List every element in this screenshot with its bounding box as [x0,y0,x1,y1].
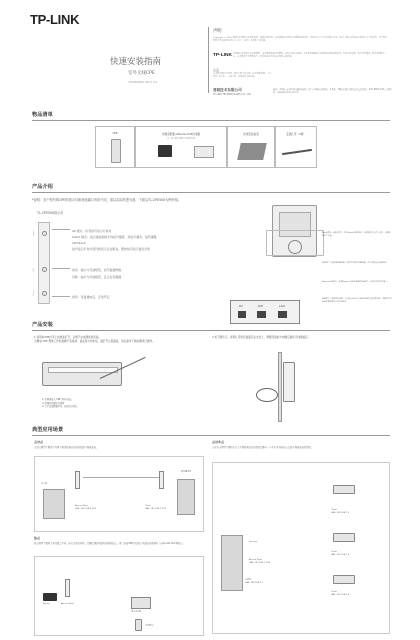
client-label: Client [145,505,152,507]
center-ap-label: Access Point [249,559,262,561]
company-name-en: TP-LINK TECHNOLOGIES CO., LTD. [213,93,252,96]
remote-building-icon [177,479,195,515]
poe-port-icon [257,311,266,318]
packing-item-adapter: 电源适配器+Passive PoE供电器 注：部分型号提供不同规格电源 [135,126,227,168]
ap-label: Access Point [75,505,88,507]
hotspot-cpe-icon [65,579,70,597]
packing-item-guide: 快速安装指南 [227,126,275,168]
cable-tie-loop-icon [256,388,278,402]
notice-title: 注意 [213,68,220,72]
install-step-1-note: ① 将网线接入 CPE 的对应接口 ② 将网线沿槽出并锁紧 ③ 合下底部面板打开，使用扎带固定 [42,398,78,409]
detail-callout-box [266,230,324,256]
pole-illustration [278,352,282,422]
section-rule [32,330,390,331]
router-label: Router [43,603,50,605]
trademark-text: 为普联技术有限公司注册商标。本手册提及的所有商标，由各自所有人拥有。本手册所提到的产品规格和资讯仅供参考，如有内容更新，恕不另行通知。除非有特殊约定，本手册仅作为使用指导，所作陈述均不构成任何形式的担保。 [233,53,385,59]
company-name-cn: 普联技术有限公司 [213,88,242,92]
side-label-signal: Signal [33,230,35,237]
section-rule [32,120,390,121]
ap-cpe-icon [75,471,80,489]
p2p-title: 点对点 [34,440,44,444]
port-panel [230,300,300,324]
guide-booklet-image [237,143,267,160]
intro-note: *说明：各个型号的CPE的指示灯和底座端口有所不同，请以实际机型为准，下面以TL-CPE500为例介绍。 [32,198,182,202]
client-cpe-icon [159,471,164,489]
notice-text: 本手册插图仅为示意，请以实际产品为准。如无特殊说明，文中所称“本产品”、“CPE”等，均指室外无线CPE。 [213,73,272,79]
client-a-label: Client [331,509,338,511]
internet-label: Internet [249,541,258,543]
packing-item-ties: 安装扎带（2根） [275,126,317,168]
led-ap-text: AP 模式：所有信号指示灯常亮 [72,229,112,233]
led-client-text: Client 模式：指示接收到的无线信号强度，亮的灯越多，信号越强 [72,235,157,239]
cpe-cover [48,367,118,373]
reset-note: Reset按键：通电状态下，按住Reset按钮约5秒，系统指示灯全亮后松开，设备恢复出厂设置。 [322,232,391,237]
section-rule [32,192,390,193]
tp-link-mark: TP-LINK [213,53,232,58]
p2mp-text: 点对多点模型主要用在几个不同距离的无线设备需要与一个中心区域的接入点建立网络连接的情况。 [212,446,314,449]
power-port-note: 电源接口：连接电源适配器，请使用设备原装适配器，否则可能造成设备损坏。 [322,262,389,264]
switch-label: 交换机 [245,579,252,581]
power-led-icon [42,291,47,296]
hotspot-text: 热点模型主要用于无线覆盖不佳、而有需求的场所，需要快速的构建无线网络热点，用户连接CPE的无线信号连接无线网络（如Access Point模式）。 [34,542,185,545]
lan-led-icon [42,267,47,272]
p2mp-title: 点对多点 [212,440,225,444]
led-lan-text-2: 闪烁：端口与设备相连，且正在有数据 [72,275,122,279]
signal-led-icon [42,231,47,236]
cpe-side-view [38,222,50,304]
header-divider [208,27,209,93]
doc-subtitle: 室外无线CPE [128,71,155,76]
install-step-2: 2 如下图所示，使用扎带将设备固定在支柱上，调整设备的方向确定最佳无线覆盖区。 [212,336,311,339]
mounted-cpe-illustration [283,362,295,402]
poe-injector-image [194,146,214,158]
statement-text: Copyright © 2016 普联技术有限公司 版权所有。保留所有权利。未经普联技术有限公司明确书面许可，任何单位或个人不得擅自仿制、复制、誊抄或转译本手册部分或全部内容，且不得以营利为目的进行任何方式（电子、影印、录制等）的传播。 [213,37,387,43]
hotspot-diagram [34,556,204,636]
camera-b-icon [333,533,355,542]
packing-item-cpe: CPE [95,126,135,168]
camera-label: 网络摄像机 [181,471,192,473]
section-title-install: 产品安装 [32,322,53,328]
client-b-label: Client [331,551,338,553]
client-lan-label: LAN: 192.168.1.253 [145,508,166,510]
wireless-link [83,477,163,478]
side-label-power: Power [33,290,35,297]
hotspot-ap-label: Access Point [61,603,74,605]
side-label-lan: LAN [33,268,35,273]
router-icon [43,593,57,601]
camera-a-icon [333,485,355,494]
p2mp-diagram [212,462,390,634]
section-title-packing: 物品清单 [32,112,53,118]
client-c-lan: LAN: 192.168.1.4 [331,594,350,596]
phone-label: 手机终端 [145,625,154,627]
hotspot-title: 热点 [34,536,41,540]
cpe-device-image [111,139,121,163]
camera-c-icon [333,575,355,584]
ap-lan-label: LAN: 192.168.1.254 [75,508,96,510]
led-client-text-2: AP/Client： [72,241,88,245]
port-label-lan: LAN [279,304,285,308]
doc-code: 7103504801 REV1.0.0 [128,81,158,84]
center-tower-icon [221,535,243,591]
port-label-poe: PoE [258,304,264,308]
lan-port-icon [278,311,287,318]
tp-link-logo: TP-LINK [30,12,80,27]
company-address: 地址：深圳市南山区深南路科技园工业厂房24栋南段1层、3-5层、28栋北段1-4层 技术支持热线：400-8863-400 公司网址：www.tp-link.com.cn [273,88,392,95]
section-title-apps: 典型应用场景 [32,427,64,433]
led-section-label: TL-CPE500指示灯 [37,211,64,215]
port-label-dc: DC [239,304,244,308]
install-step-1: 1 使用本CPE自带上的滑盖打开，以便于完成网线的连接。 为增加 CPE 整体工作时准确不容易被，请妥善分布布线，面打开立院面板，同以参考下图步骤进行操作。 [34,336,155,344]
p2p-text: 点对点模型主要用于为两个相邻距离的无线设备建立网络连接。 [34,446,99,449]
switch-lan: LAN: 192.168.1.1 [245,582,264,584]
dc-port-icon [238,311,246,318]
statement-title: 声明 [213,29,222,34]
doc-title: 快速安装指南 [110,57,162,67]
poe-port-note: Passive PoE接口：连接Passive PoE供电器的PoE接口，同时提供网络与电力。 [322,281,390,283]
power-adapter-image [158,145,172,157]
laptop-label: 笔记本电脑 [131,611,142,613]
p2p-diagram [34,456,204,532]
client-a-lan: LAN: 192.168.1.1 [331,512,350,514]
section-rule [32,435,390,436]
phone-icon [135,619,142,631]
lan-port-note: LAN接口：连接网络设备，也可通过此端口对PoE供电的其他设备供电，请确保在非PoE设备的情况下使用此接口。 [322,298,392,303]
office-label: 办公楼 [41,483,48,485]
client-b-lan: LAN: 192.168.1.3 [331,554,350,556]
cable-tie-image [282,149,312,155]
section-title-intro: 产品介绍 [32,184,53,190]
office-building-icon [43,489,65,519]
led-lan-text-1: 常亮：端口与设备相连，但无数据传输 [72,268,122,272]
client-c-label: Client [331,591,338,593]
led-legend [52,225,182,303]
led-power-text: 常亮：设备通电后，正常开启 [72,295,110,299]
laptop-icon [131,597,151,609]
center-ap-lan: LAN: 192.168.1.254 [249,562,270,564]
led-client-text-3: 信号指示灯和交替闪烁表示正在配对，整体快闪表示复位失败 [72,247,151,251]
